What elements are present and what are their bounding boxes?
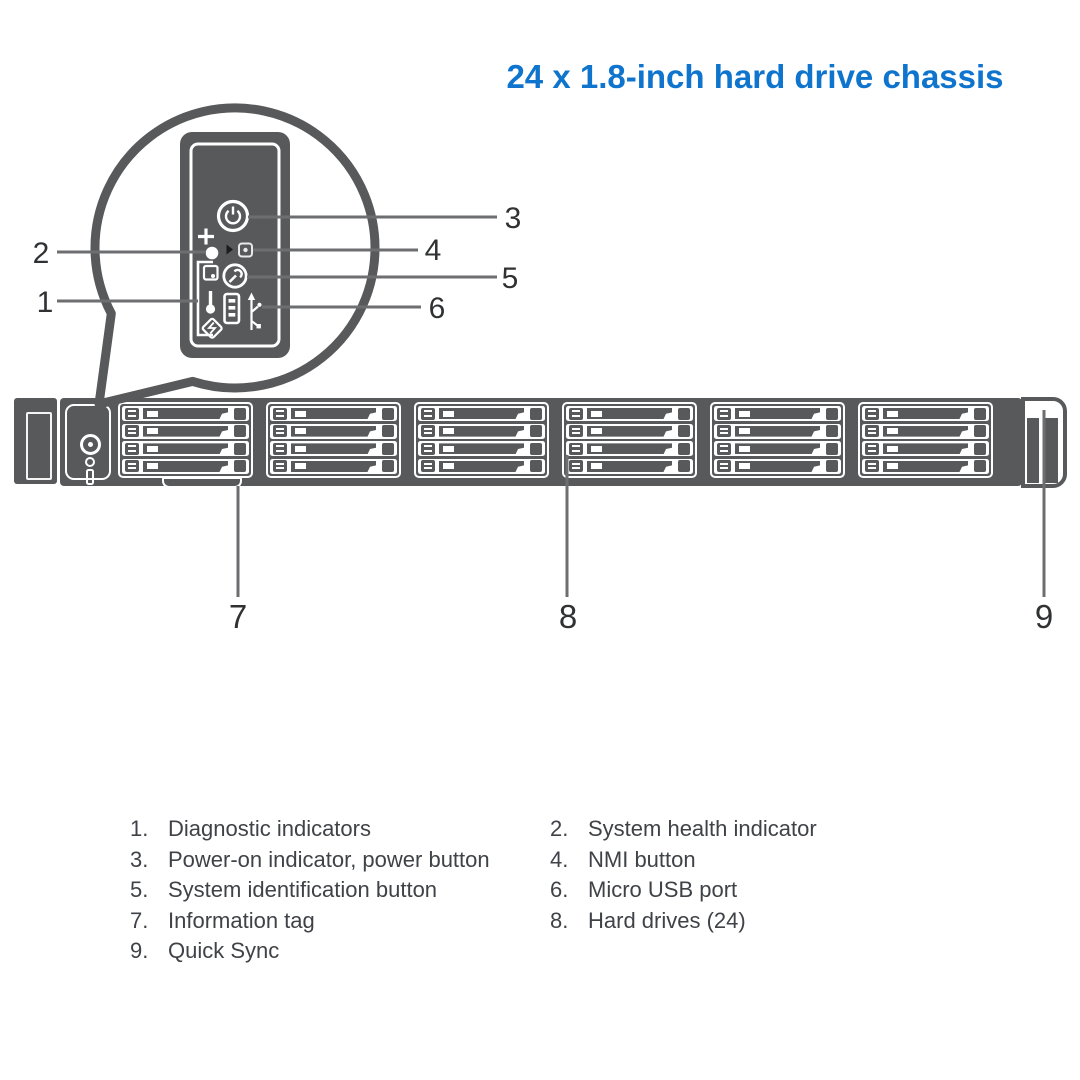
legend-item-label: NMI button	[588, 846, 696, 872]
drive-label-area	[887, 411, 898, 417]
drive-release-button	[530, 425, 542, 437]
callout-number-6: 6	[428, 292, 446, 325]
drive-latch	[421, 408, 435, 420]
drive-group	[858, 402, 993, 478]
drive-latch	[717, 460, 731, 472]
drive-body	[439, 426, 524, 437]
callout-number-8: 8	[558, 598, 578, 635]
drive-latch	[273, 443, 287, 455]
legend-column-left	[130, 814, 490, 967]
drive-sled	[122, 441, 249, 456]
legend-item	[130, 906, 490, 937]
left-rack-ear	[14, 398, 57, 484]
drive-release-button	[826, 460, 838, 472]
drive-latch	[717, 443, 731, 455]
drive-label-area	[739, 463, 750, 469]
callout-number-9: 9	[1034, 598, 1054, 635]
diagnostic-bracket	[198, 262, 213, 335]
legend-item	[130, 875, 490, 906]
drive-label-area	[147, 463, 158, 469]
legend-item	[130, 936, 490, 967]
drive-latch	[865, 408, 879, 420]
drive-label-area	[295, 446, 306, 452]
drive-latch	[569, 425, 583, 437]
drive-release-button	[826, 443, 838, 455]
legend-item-number: 6.	[550, 877, 569, 903]
drive-sled	[270, 406, 397, 421]
drive-label-area	[443, 428, 454, 434]
drive-group	[710, 402, 845, 478]
legend-item-number: 3.	[130, 846, 149, 872]
drive-sled	[418, 441, 545, 456]
legend-item	[550, 845, 817, 876]
drive-latch	[273, 408, 287, 420]
drive-release-button	[234, 408, 246, 420]
usb-port-icon	[225, 294, 240, 323]
drive-latch	[717, 408, 731, 420]
drive-latch	[865, 443, 879, 455]
drive-release-button	[678, 443, 690, 455]
control-panel	[65, 404, 111, 480]
drive-release-button	[530, 408, 542, 420]
callout-number-2: 2	[32, 237, 50, 270]
drive-label-area	[739, 446, 750, 452]
legend-item-label: System identification button	[168, 877, 438, 903]
legend-item	[130, 814, 490, 845]
power-button-icon	[219, 202, 248, 231]
drive-label-area	[443, 411, 454, 417]
drive-release-button	[678, 425, 690, 437]
drive-sled	[566, 441, 693, 456]
legend-item-number: 1.	[130, 816, 149, 841]
drive-body	[883, 461, 968, 472]
drive-latch	[569, 408, 583, 420]
right-rack-ear-quick-sync	[1021, 397, 1067, 488]
panel-inner-outline	[191, 144, 279, 346]
drive-sled	[566, 424, 693, 439]
drive-sled	[862, 406, 989, 421]
left-rack-ear-latch	[26, 412, 52, 480]
drive-body	[439, 408, 524, 419]
drive-body	[143, 408, 228, 419]
drive-label-area	[739, 411, 750, 417]
legend-item-number: 7.	[130, 907, 149, 933]
power-button	[80, 434, 101, 455]
drive-release-button	[974, 460, 986, 472]
drive-release-button	[234, 443, 246, 455]
drive-release-button	[678, 460, 690, 472]
drive-sled	[862, 424, 989, 439]
drive-label-area	[739, 428, 750, 434]
drive-sled	[714, 459, 841, 474]
legend-item-number: 2.	[550, 816, 569, 841]
health-led	[85, 457, 95, 467]
system-id-icon	[224, 265, 246, 287]
drive-sled	[270, 424, 397, 439]
legend-item-label: Micro USB port	[588, 877, 738, 903]
callout-number-1: 1	[36, 286, 54, 319]
drive-label-area	[295, 463, 306, 469]
thermometer-icon	[206, 291, 215, 314]
drive-body	[143, 461, 228, 472]
legend-item	[550, 906, 817, 937]
drive-label-area	[887, 428, 898, 434]
drive-body	[291, 461, 376, 472]
drive-sled	[862, 441, 989, 456]
chassis-body	[60, 398, 1022, 486]
drive-latch	[865, 460, 879, 472]
drive-sled	[566, 459, 693, 474]
drive-label-area	[295, 411, 306, 417]
drive-sled	[566, 406, 693, 421]
drive-body	[143, 426, 228, 437]
drive-latch	[569, 460, 583, 472]
drive-group	[562, 402, 697, 478]
drive-sled	[270, 459, 397, 474]
drive-body	[439, 461, 524, 472]
drive-body	[439, 443, 524, 454]
drive-body	[291, 408, 376, 419]
drive-release-button	[974, 408, 986, 420]
legend-item-label: System health indicator	[588, 816, 817, 841]
drive-release-button	[974, 425, 986, 437]
drive-body	[735, 443, 820, 454]
drive-sled	[122, 424, 249, 439]
drive-latch	[125, 408, 139, 420]
drive-latch	[125, 443, 139, 455]
legend-item-label: Power-on indicator, power button	[168, 846, 490, 872]
drive-latch	[717, 425, 731, 437]
drive-bay-area	[118, 402, 993, 480]
drive-body	[883, 426, 968, 437]
panel-plate	[180, 132, 290, 358]
legend-item	[550, 814, 817, 845]
drive-label-area	[443, 446, 454, 452]
usb-symbol-icon	[248, 293, 262, 331]
drive-body	[291, 443, 376, 454]
legend-item-number: 8.	[550, 907, 569, 933]
drive-label-area	[443, 463, 454, 469]
drive-sled	[418, 406, 545, 421]
drive-label-area	[147, 411, 158, 417]
drive-latch	[273, 460, 287, 472]
drive-group	[266, 402, 401, 478]
legend-item-number: 9.	[130, 938, 149, 964]
drive-label-area	[887, 446, 898, 452]
drive-sled	[122, 459, 249, 474]
drive-label-area	[591, 428, 602, 434]
drive-sled	[270, 441, 397, 456]
drive-sled	[862, 459, 989, 474]
drive-label-area	[295, 428, 306, 434]
drive-label-area	[591, 446, 602, 452]
quick-sync-bar	[1044, 418, 1058, 483]
drive-group	[118, 402, 253, 478]
legend-item	[550, 875, 817, 906]
legend-item-number: 4.	[550, 846, 569, 872]
drive-sled	[714, 441, 841, 456]
drive-body	[587, 461, 672, 472]
drive-latch	[865, 425, 879, 437]
callout-number-4: 4	[424, 234, 442, 267]
drive-release-button	[382, 443, 394, 455]
drive-release-button	[234, 425, 246, 437]
callout-number-7: 7	[228, 598, 248, 635]
quick-sync-bar	[1027, 418, 1039, 483]
drive-body	[143, 443, 228, 454]
drive-body	[735, 461, 820, 472]
drive-sled	[418, 424, 545, 439]
drive-release-button	[382, 460, 394, 472]
drive-release-button	[530, 443, 542, 455]
information-tag	[162, 477, 242, 488]
drive-release-button	[530, 460, 542, 472]
legend-item-label: Hard drives (24)	[588, 907, 746, 933]
legend-column-right	[550, 814, 817, 936]
drive-latch	[421, 425, 435, 437]
drive-release-button	[382, 408, 394, 420]
drive-latch	[273, 425, 287, 437]
drive-latch	[569, 443, 583, 455]
page-title: 24 x 1.8-inch hard drive chassis	[506, 58, 1004, 95]
drive-sled	[122, 406, 249, 421]
drive-group	[414, 402, 549, 478]
drive-body	[735, 408, 820, 419]
server-chassis	[14, 396, 1070, 492]
drive-latch	[421, 443, 435, 455]
legend-item-number: 5.	[130, 877, 149, 903]
system-health-icon	[198, 229, 218, 260]
drive-release-button	[826, 425, 838, 437]
legend-item-label: Information tag	[168, 907, 315, 933]
drive-indicator-icon	[204, 266, 218, 280]
drive-release-button	[382, 425, 394, 437]
drive-body	[291, 426, 376, 437]
legend-item-label: Quick Sync	[168, 938, 280, 964]
callout-number-3: 3	[504, 202, 522, 235]
drive-sled	[418, 459, 545, 474]
drive-latch	[125, 425, 139, 437]
drive-latch	[421, 460, 435, 472]
drive-body	[735, 426, 820, 437]
drive-body	[587, 408, 672, 419]
drive-body	[883, 408, 968, 419]
drive-sled	[714, 406, 841, 421]
drive-latch	[125, 460, 139, 472]
drive-label-area	[147, 446, 158, 452]
drive-release-button	[678, 408, 690, 420]
drive-release-button	[234, 460, 246, 472]
drive-sled	[714, 424, 841, 439]
drive-body	[883, 443, 968, 454]
drive-body	[587, 443, 672, 454]
nmi-button-icon	[227, 244, 253, 257]
drive-body	[587, 426, 672, 437]
drive-release-button	[826, 408, 838, 420]
legend-item	[130, 845, 490, 876]
drive-release-button	[974, 443, 986, 455]
legend-item-label: Diagnostic indicators	[168, 816, 371, 841]
drive-label-area	[147, 428, 158, 434]
drive-label-area	[887, 463, 898, 469]
magnifier-bubble	[95, 108, 375, 404]
led-slot	[86, 469, 94, 485]
drive-label-area	[591, 411, 602, 417]
drive-label-area	[591, 463, 602, 469]
electrical-icon	[202, 318, 223, 339]
callout-number-5: 5	[501, 262, 519, 295]
